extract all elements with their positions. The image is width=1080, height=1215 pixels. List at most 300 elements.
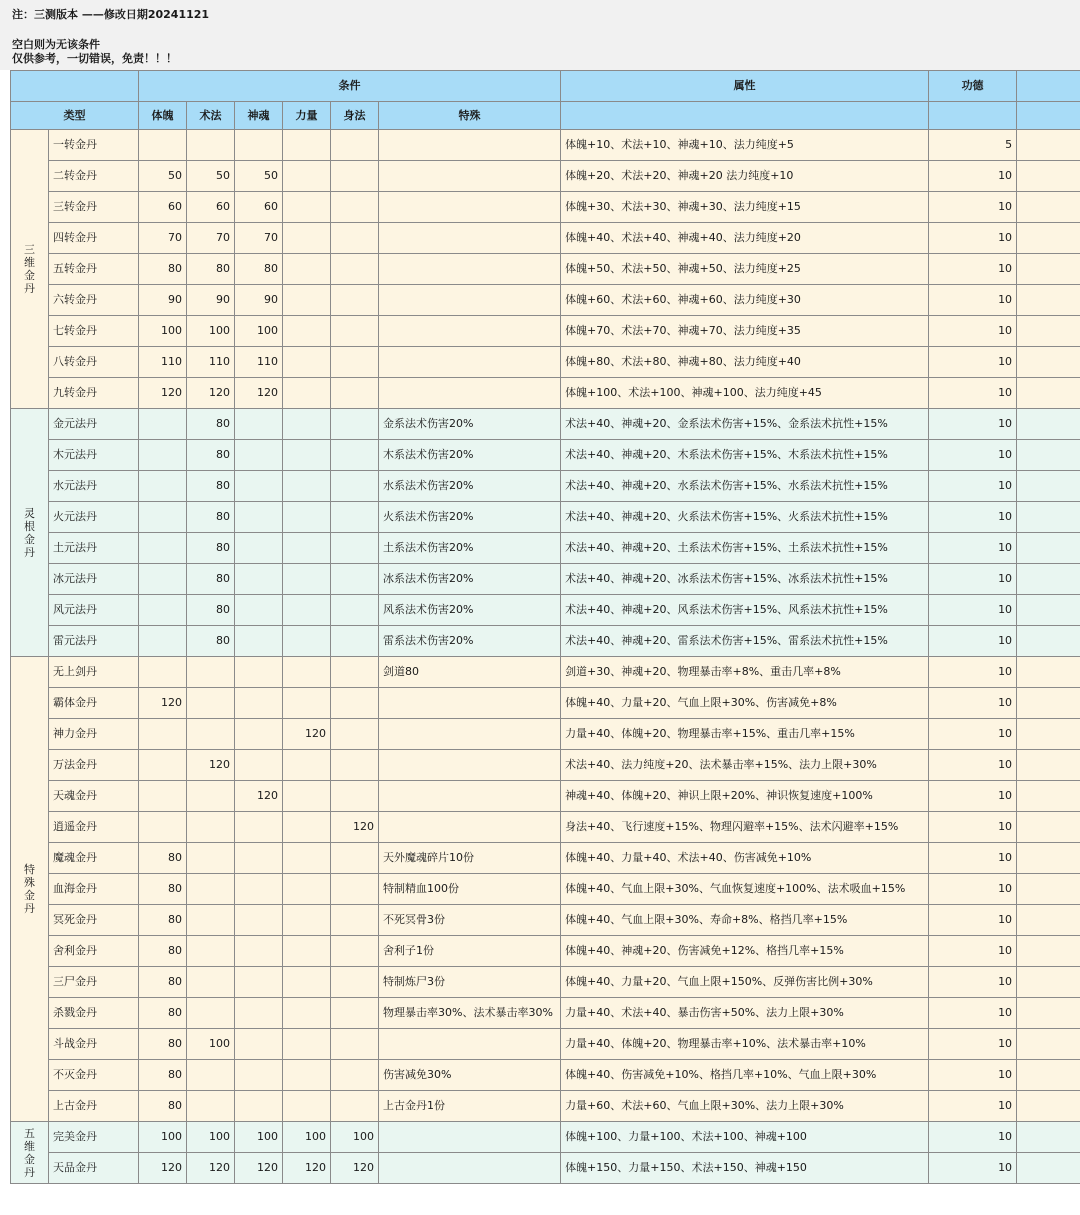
cell-special xyxy=(379,316,561,347)
cell-name: 一转金丹 xyxy=(49,130,139,161)
table-row xyxy=(11,936,1080,967)
header-col-shenhun: 神魂 xyxy=(235,102,283,130)
cell-special xyxy=(379,223,561,254)
cell-extra xyxy=(1017,595,1080,626)
table-row xyxy=(11,750,1080,781)
cell-tipo: 100 xyxy=(139,316,187,347)
cell-liliang xyxy=(283,874,331,905)
cell-shufa: 80 xyxy=(187,471,235,502)
cell-merit: 10 xyxy=(929,812,1017,843)
cell-tipo: 80 xyxy=(139,998,187,1029)
cell-shufa: 80 xyxy=(187,502,235,533)
cell-special: 特制精血100份 xyxy=(379,874,561,905)
cell-extra xyxy=(1017,1091,1080,1122)
cell-extra xyxy=(1017,1060,1080,1091)
cell-name: 完美金丹 xyxy=(49,1122,139,1153)
cell-name: 血海金丹 xyxy=(49,874,139,905)
table-row xyxy=(11,471,1080,502)
cell-shufa: 70 xyxy=(187,223,235,254)
cell-extra xyxy=(1017,812,1080,843)
cell-merit: 10 xyxy=(929,905,1017,936)
cell-attributes: 体魄+40、力量+20、气血上限+150%、反弹伤害比例+30% xyxy=(561,967,929,998)
cell-liliang xyxy=(283,285,331,316)
cell-shenfa: 120 xyxy=(331,812,379,843)
cell-special xyxy=(379,285,561,316)
cell-merit: 10 xyxy=(929,595,1017,626)
cell-shenfa xyxy=(331,471,379,502)
cell-shenfa xyxy=(331,657,379,688)
table-row xyxy=(11,719,1080,750)
cell-attributes: 术法+40、神魂+20、水系法术伤害+15%、水系法术抗性+15% xyxy=(561,471,929,502)
cell-name: 九转金丹 xyxy=(49,378,139,409)
cell-shenfa xyxy=(331,161,379,192)
cell-special xyxy=(379,1029,561,1060)
cell-attributes: 体魄+40、气血上限+30%、寿命+8%、格挡几率+15% xyxy=(561,905,929,936)
cell-merit: 10 xyxy=(929,688,1017,719)
cell-liliang xyxy=(283,409,331,440)
cell-special: 剑道80 xyxy=(379,657,561,688)
cell-shenhun: 70 xyxy=(235,223,283,254)
cell-liliang xyxy=(283,812,331,843)
cell-special: 不死冥骨3份 xyxy=(379,905,561,936)
cell-shenfa xyxy=(331,936,379,967)
cell-shufa: 80 xyxy=(187,533,235,564)
cell-liliang xyxy=(283,254,331,285)
cell-attributes: 体魄+40、神魂+20、伤害减免+12%、格挡几率+15% xyxy=(561,936,929,967)
table-row xyxy=(11,905,1080,936)
cell-liliang xyxy=(283,998,331,1029)
group-label: 三维金丹 xyxy=(11,130,49,409)
cell-name: 三转金丹 xyxy=(49,192,139,223)
cell-shufa: 80 xyxy=(187,440,235,471)
cell-special: 舍利子1份 xyxy=(379,936,561,967)
cell-shufa xyxy=(187,905,235,936)
cell-shenhun: 100 xyxy=(235,1122,283,1153)
cell-name: 水元法丹 xyxy=(49,471,139,502)
cell-special: 火系法术伤害20% xyxy=(379,502,561,533)
cell-merit: 10 xyxy=(929,502,1017,533)
table-row xyxy=(11,1060,1080,1091)
cell-extra xyxy=(1017,843,1080,874)
cell-name: 六转金丹 xyxy=(49,285,139,316)
cell-shenhun: 120 xyxy=(235,378,283,409)
cell-special: 风系法术伤害20% xyxy=(379,595,561,626)
table-row xyxy=(11,285,1080,316)
cell-merit: 10 xyxy=(929,967,1017,998)
cell-liliang xyxy=(283,843,331,874)
cell-merit: 10 xyxy=(929,843,1017,874)
cell-name: 雷元法丹 xyxy=(49,626,139,657)
cell-merit: 10 xyxy=(929,1091,1017,1122)
cell-tipo xyxy=(139,595,187,626)
cell-attributes: 体魄+40、力量+40、术法+40、伤害减免+10% xyxy=(561,843,929,874)
header-col-shenfa: 身法 xyxy=(331,102,379,130)
cell-shenhun xyxy=(235,440,283,471)
cell-shenhun xyxy=(235,502,283,533)
cell-shufa xyxy=(187,719,235,750)
cell-special: 金系法术伤害20% xyxy=(379,409,561,440)
cell-merit: 10 xyxy=(929,1060,1017,1091)
cell-shenfa xyxy=(331,967,379,998)
cell-name: 万法金丹 xyxy=(49,750,139,781)
cell-name: 杀戮金丹 xyxy=(49,998,139,1029)
cell-shufa: 110 xyxy=(187,347,235,378)
cell-special xyxy=(379,688,561,719)
cell-special xyxy=(379,1122,561,1153)
cell-shenhun xyxy=(235,1029,283,1060)
cell-attributes: 力量+60、术法+60、气血上限+30%、法力上限+30% xyxy=(561,1091,929,1122)
cell-tipo: 80 xyxy=(139,905,187,936)
cell-shenfa xyxy=(331,223,379,254)
cell-attributes: 体魄+100、力量+100、术法+100、神魂+100 xyxy=(561,1122,929,1153)
header-attr-blank xyxy=(561,102,929,130)
cell-shufa xyxy=(187,998,235,1029)
cell-tipo: 90 xyxy=(139,285,187,316)
header-col-tipo: 体魄 xyxy=(139,102,187,130)
cell-attributes: 力量+40、体魄+20、物理暴击率+15%、重击几率+15% xyxy=(561,719,929,750)
cell-shenfa xyxy=(331,192,379,223)
cell-shenfa xyxy=(331,688,379,719)
cell-merit: 10 xyxy=(929,440,1017,471)
cell-attributes: 术法+40、神魂+20、冰系法术伤害+15%、冰系法术抗性+15% xyxy=(561,564,929,595)
cell-shenhun xyxy=(235,812,283,843)
table-row xyxy=(11,378,1080,409)
cell-attributes: 术法+40、神魂+20、风系法术伤害+15%、风系法术抗性+15% xyxy=(561,595,929,626)
cell-shenfa xyxy=(331,285,379,316)
cell-tipo: 80 xyxy=(139,843,187,874)
cell-shufa xyxy=(187,657,235,688)
cell-shenfa xyxy=(331,130,379,161)
cell-attributes: 体魄+40、气血上限+30%、气血恢复速度+100%、法术吸血+15% xyxy=(561,874,929,905)
header-col-special: 特殊 xyxy=(379,102,561,130)
table-row xyxy=(11,316,1080,347)
cell-merit: 10 xyxy=(929,936,1017,967)
cell-liliang xyxy=(283,781,331,812)
header-conditions: 条件 xyxy=(139,71,561,102)
cell-shenhun xyxy=(235,533,283,564)
cell-attributes: 体魄+80、术法+80、神魂+80、法力纯度+40 xyxy=(561,347,929,378)
cell-attributes: 术法+40、神魂+20、土系法术伤害+15%、土系法术抗性+15% xyxy=(561,533,929,564)
cell-name: 二转金丹 xyxy=(49,161,139,192)
cell-special: 天外魔魂碎片10份 xyxy=(379,843,561,874)
note-disclaimer: 仅供参考，一切错误，免责！！！ xyxy=(12,52,177,65)
cell-merit: 10 xyxy=(929,626,1017,657)
cell-shenhun xyxy=(235,936,283,967)
cell-extra xyxy=(1017,533,1080,564)
cell-shenfa xyxy=(331,564,379,595)
cell-name: 魔魂金丹 xyxy=(49,843,139,874)
header-row-columns xyxy=(11,102,1080,130)
cell-shufa xyxy=(187,874,235,905)
cell-attributes: 体魄+40、力量+20、气血上限+30%、伤害减免+8% xyxy=(561,688,929,719)
cell-special xyxy=(379,750,561,781)
cell-name: 四转金丹 xyxy=(49,223,139,254)
cell-tipo: 120 xyxy=(139,378,187,409)
cell-extra xyxy=(1017,440,1080,471)
cell-attributes: 术法+40、神魂+20、金系法术伤害+15%、金系法术抗性+15% xyxy=(561,409,929,440)
cell-tipo xyxy=(139,564,187,595)
cell-shufa xyxy=(187,967,235,998)
cell-extra xyxy=(1017,750,1080,781)
cell-shenfa xyxy=(331,502,379,533)
cell-name: 七转金丹 xyxy=(49,316,139,347)
cell-special: 木系法术伤害20% xyxy=(379,440,561,471)
cell-liliang xyxy=(283,161,331,192)
cell-tipo: 80 xyxy=(139,254,187,285)
table-row xyxy=(11,812,1080,843)
cell-shenhun: 100 xyxy=(235,316,283,347)
table-row xyxy=(11,440,1080,471)
table-row xyxy=(11,657,1080,688)
cell-tipo xyxy=(139,130,187,161)
header-col-shufa: 术法 xyxy=(187,102,235,130)
cell-shufa: 120 xyxy=(187,750,235,781)
cell-liliang: 100 xyxy=(283,1122,331,1153)
table-row xyxy=(11,254,1080,285)
cell-name: 土元法丹 xyxy=(49,533,139,564)
cell-liliang xyxy=(283,502,331,533)
cell-shenhun xyxy=(235,1091,283,1122)
cell-extra xyxy=(1017,161,1080,192)
cell-extra xyxy=(1017,1122,1080,1153)
cell-liliang xyxy=(283,626,331,657)
cell-shenfa xyxy=(331,874,379,905)
cell-shenhun xyxy=(235,409,283,440)
cell-name: 火元法丹 xyxy=(49,502,139,533)
cell-shenhun: 120 xyxy=(235,1153,283,1184)
cell-extra xyxy=(1017,223,1080,254)
cell-attributes: 身法+40、飞行速度+15%、物理闪避率+15%、法术闪避率+15% xyxy=(561,812,929,843)
cell-tipo: 50 xyxy=(139,161,187,192)
cell-extra xyxy=(1017,719,1080,750)
cell-merit: 10 xyxy=(929,1029,1017,1060)
cell-tipo: 80 xyxy=(139,967,187,998)
cell-tipo xyxy=(139,812,187,843)
cell-liliang xyxy=(283,595,331,626)
cell-shenhun xyxy=(235,719,283,750)
cell-merit: 10 xyxy=(929,750,1017,781)
cell-special xyxy=(379,719,561,750)
cell-tipo: 110 xyxy=(139,347,187,378)
cell-attributes: 神魂+40、体魄+20、神识上限+20%、神识恢复速度+100% xyxy=(561,781,929,812)
group-label: 特殊金丹 xyxy=(11,657,49,1122)
cell-shenfa xyxy=(331,905,379,936)
header-merit: 功德 xyxy=(929,71,1017,102)
cell-merit: 10 xyxy=(929,316,1017,347)
table-row xyxy=(11,502,1080,533)
cell-merit: 10 xyxy=(929,285,1017,316)
cell-merit: 10 xyxy=(929,409,1017,440)
table-row xyxy=(11,874,1080,905)
cell-shenfa xyxy=(331,316,379,347)
cell-shenhun xyxy=(235,657,283,688)
cell-shufa xyxy=(187,781,235,812)
cell-liliang xyxy=(283,905,331,936)
cell-shenfa xyxy=(331,595,379,626)
cell-extra xyxy=(1017,781,1080,812)
group-label: 灵根金丹 xyxy=(11,409,49,657)
cell-special: 土系法术伤害20% xyxy=(379,533,561,564)
cell-shenhun xyxy=(235,595,283,626)
cell-shenhun xyxy=(235,626,283,657)
golden-core-table xyxy=(10,70,1080,1184)
cell-shenfa xyxy=(331,719,379,750)
cell-shenfa: 100 xyxy=(331,1122,379,1153)
cell-shufa: 50 xyxy=(187,161,235,192)
cell-shenhun: 90 xyxy=(235,285,283,316)
cell-extra xyxy=(1017,130,1080,161)
cell-extra xyxy=(1017,998,1080,1029)
header-attributes: 属性 xyxy=(561,71,929,102)
table-row xyxy=(11,161,1080,192)
cell-merit: 10 xyxy=(929,874,1017,905)
cell-merit: 10 xyxy=(929,378,1017,409)
cell-special: 水系法术伤害20% xyxy=(379,471,561,502)
cell-attributes: 体魄+40、术法+40、神魂+40、法力纯度+20 xyxy=(561,223,929,254)
cell-extra xyxy=(1017,409,1080,440)
cell-special: 上古金丹1份 xyxy=(379,1091,561,1122)
cell-shenhun: 120 xyxy=(235,781,283,812)
cell-liliang xyxy=(283,130,331,161)
cell-attributes: 术法+40、神魂+20、火系法术伤害+15%、火系法术抗性+15% xyxy=(561,502,929,533)
cell-shufa xyxy=(187,812,235,843)
cell-merit: 10 xyxy=(929,192,1017,223)
cell-shenfa xyxy=(331,626,379,657)
cell-merit: 10 xyxy=(929,1153,1017,1184)
cell-shenfa xyxy=(331,998,379,1029)
cell-tipo xyxy=(139,750,187,781)
cell-tipo: 60 xyxy=(139,192,187,223)
cell-attributes: 剑道+30、神魂+20、物理暴击率+8%、重击几率+8% xyxy=(561,657,929,688)
table-row xyxy=(11,595,1080,626)
cell-extra xyxy=(1017,626,1080,657)
header-type: 类型 xyxy=(11,102,139,130)
cell-shenhun xyxy=(235,750,283,781)
cell-shenhun xyxy=(235,471,283,502)
cell-extra xyxy=(1017,347,1080,378)
cell-shenhun xyxy=(235,874,283,905)
cell-special xyxy=(379,1153,561,1184)
cell-shenfa xyxy=(331,378,379,409)
cell-merit: 10 xyxy=(929,1122,1017,1153)
cell-attributes: 体魄+70、术法+70、神魂+70、法力纯度+35 xyxy=(561,316,929,347)
header-col-liliang: 力量 xyxy=(283,102,331,130)
cell-extra xyxy=(1017,905,1080,936)
header-row-top xyxy=(11,71,1080,102)
cell-shenfa xyxy=(331,440,379,471)
cell-attributes: 力量+40、术法+40、暴击伤害+50%、法力上限+30% xyxy=(561,998,929,1029)
cell-shenhun xyxy=(235,688,283,719)
cell-attributes: 体魄+60、术法+60、神魂+60、法力纯度+30 xyxy=(561,285,929,316)
cell-shenhun: 110 xyxy=(235,347,283,378)
cell-special xyxy=(379,781,561,812)
cell-shufa: 120 xyxy=(187,1153,235,1184)
cell-attributes: 术法+40、法力纯度+20、法术暴击率+15%、法力上限+30% xyxy=(561,750,929,781)
cell-liliang xyxy=(283,1029,331,1060)
cell-extra xyxy=(1017,471,1080,502)
cell-shufa xyxy=(187,130,235,161)
cell-liliang xyxy=(283,192,331,223)
cell-name: 霸体金丹 xyxy=(49,688,139,719)
cell-shenhun xyxy=(235,564,283,595)
cell-liliang xyxy=(283,223,331,254)
cell-shufa: 80 xyxy=(187,254,235,285)
cell-name: 舍利金丹 xyxy=(49,936,139,967)
cell-liliang xyxy=(283,316,331,347)
cell-liliang xyxy=(283,440,331,471)
cell-special: 特制炼尸3份 xyxy=(379,967,561,998)
cell-extra xyxy=(1017,688,1080,719)
cell-name: 五转金丹 xyxy=(49,254,139,285)
cell-tipo: 120 xyxy=(139,688,187,719)
table-row xyxy=(11,1122,1080,1153)
cell-extra xyxy=(1017,378,1080,409)
cell-name: 斗战金丹 xyxy=(49,1029,139,1060)
cell-liliang xyxy=(283,533,331,564)
cell-shenhun xyxy=(235,905,283,936)
cell-tipo xyxy=(139,626,187,657)
cell-tipo: 80 xyxy=(139,936,187,967)
cell-liliang xyxy=(283,1060,331,1091)
cell-extra xyxy=(1017,1029,1080,1060)
cell-liliang xyxy=(283,564,331,595)
cell-shenfa: 120 xyxy=(331,1153,379,1184)
cell-liliang: 120 xyxy=(283,1153,331,1184)
cell-special: 伤害减免30% xyxy=(379,1060,561,1091)
cell-attributes: 术法+40、神魂+20、雷系法术伤害+15%、雷系法术抗性+15% xyxy=(561,626,929,657)
cell-special: 物理暴击率30%、法术暴击率30% xyxy=(379,998,561,1029)
header-extra xyxy=(1017,71,1080,102)
cell-merit: 10 xyxy=(929,998,1017,1029)
cell-extra xyxy=(1017,936,1080,967)
table-row xyxy=(11,192,1080,223)
cell-attributes: 力量+40、体魄+20、物理暴击率+10%、法术暴击率+10% xyxy=(561,1029,929,1060)
table-row xyxy=(11,130,1080,161)
cell-name: 木元法丹 xyxy=(49,440,139,471)
cell-shenhun: 50 xyxy=(235,161,283,192)
cell-tipo xyxy=(139,657,187,688)
cell-special xyxy=(379,378,561,409)
cell-tipo xyxy=(139,409,187,440)
cell-merit: 10 xyxy=(929,533,1017,564)
table-row xyxy=(11,843,1080,874)
cell-tipo: 80 xyxy=(139,1091,187,1122)
cell-tipo xyxy=(139,781,187,812)
cell-tipo: 120 xyxy=(139,1153,187,1184)
cell-shufa: 100 xyxy=(187,1029,235,1060)
cell-tipo xyxy=(139,719,187,750)
cell-shufa: 80 xyxy=(187,595,235,626)
cell-shenfa xyxy=(331,781,379,812)
cell-merit: 10 xyxy=(929,161,1017,192)
group-label: 五维金丹 xyxy=(11,1122,49,1184)
cell-shenhun xyxy=(235,967,283,998)
cell-attributes: 体魄+150、力量+150、术法+150、神魂+150 xyxy=(561,1153,929,1184)
cell-liliang xyxy=(283,657,331,688)
cell-shufa xyxy=(187,843,235,874)
cell-name: 无上剑丹 xyxy=(49,657,139,688)
cell-extra xyxy=(1017,316,1080,347)
cell-name: 上古金丹 xyxy=(49,1091,139,1122)
cell-extra xyxy=(1017,285,1080,316)
cell-shufa xyxy=(187,936,235,967)
cell-name: 天品金丹 xyxy=(49,1153,139,1184)
cell-shenfa xyxy=(331,1060,379,1091)
cell-extra xyxy=(1017,254,1080,285)
note-blank-meaning: 空白则为无该条件 xyxy=(12,38,100,51)
table-row xyxy=(11,223,1080,254)
cell-extra xyxy=(1017,874,1080,905)
